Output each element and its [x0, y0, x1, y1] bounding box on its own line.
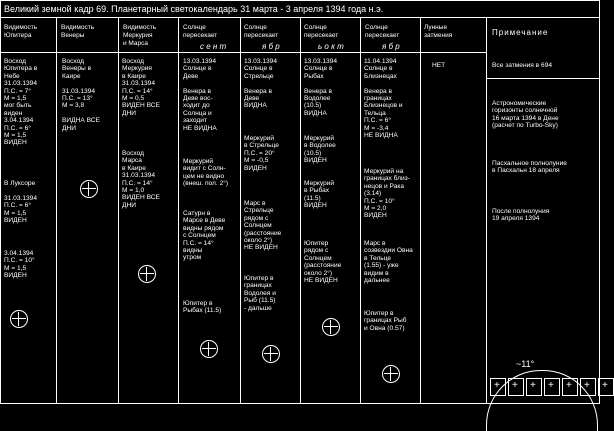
column-divider [240, 17, 241, 403]
column-divider [178, 17, 179, 403]
column-divider [420, 17, 421, 403]
column-header: Видимость Венеры [61, 24, 95, 39]
column-header: Солнце пересекает [304, 24, 339, 39]
jupiter-visibility-later: 3.04.1394 П.С. = 10° М = 1,5 ВИДЕН [4, 250, 35, 280]
notes-header: Примечание [492, 28, 549, 37]
note-easter-fullmoon: Пасхальное полнолуние в Пасхальн 18 апреля [492, 160, 567, 175]
column-header: Видимость Меркурия и Марса [123, 24, 157, 47]
column-header: Лунные затмения [424, 24, 453, 39]
page-title: Великий земной кадр 69. Планетарный светокалендарь 31 марта - 3 апреля 1394 года н.э. [4, 4, 384, 14]
horizon-cross-icon [200, 340, 218, 358]
mercury-pisces-note: Меркурий в Рыбах (11.5) ВИДЕН [304, 180, 335, 210]
note-horizons: Астрономические горизонты солнечной 16 марта 1394 в Дене (расчет по Turbo-Sky) [492, 100, 559, 130]
plus-box: + [526, 378, 542, 396]
mars-note: Марс в Стрельце рядом с Солнцем (расстояние около 2°) НЕ ВИДЕН [244, 200, 282, 252]
mercury-note: Меркурий видит с Солн- цем не видно (внеш. пол. 2°) [183, 158, 229, 188]
plus-box: + [508, 378, 524, 396]
horizon-cross-icon [80, 180, 98, 198]
mercury-visibility: Восход Меркурия в Каире 31.03.1394 П.С. = 14° М = 0,5 ВИДЕН ВСЕ ДНИ [122, 58, 160, 117]
plus-box: + [598, 378, 614, 396]
notes-divider [486, 78, 599, 79]
column-header: Солнце пересекает [244, 24, 279, 39]
plus-box: + [490, 378, 506, 396]
jupiter-visibility-cairo: Восход Юпитера в Небе 31.03.1394 П.С. = 7° М = 1,5 мог быть виден 3.04.1394 П.С. = 6° М = 1,5 ВИДЕН [4, 58, 38, 147]
column-divider [56, 17, 57, 403]
mercury-note: Меркурий в Стрельце П.С. = 20° М = -0,5 ВИДЕН [244, 135, 279, 172]
horizon-cross-icon [10, 310, 28, 328]
month-letters: я б р [262, 42, 280, 51]
plus-box: + [580, 378, 596, 396]
column-header: Солнце пересекает [183, 24, 218, 39]
horizon-cross-icon [138, 265, 156, 283]
sun-in-pisces: 13.03.1394 Солнце в Рыбах Венера в Водолее (10.5) ВИДНА [304, 58, 338, 117]
note-eclipses: Все затмения в 694 [492, 62, 553, 69]
horizon-angle-label: ~11° [516, 359, 535, 369]
plus-box: + [544, 378, 560, 396]
jupiter-visibility-luxor: В Луксоре 31.03.1394 П.С. = 6° М = 1,5 ВИДЕН [4, 180, 38, 225]
column-divider [486, 17, 487, 403]
eclipse-value: НЕТ [432, 62, 446, 69]
column-header: Видимость Юпитера [4, 24, 38, 39]
horizon-diagram [486, 359, 608, 402]
mercury-aquarius-note: Меркурий в Водолее (10.5) ВИДЕН [304, 135, 336, 165]
mars-visibility: Восход Марса в Каире 31.03.1394 П.С. = 14° М = 1,0 ВИДЕН ВСЕ ДНИ [122, 150, 160, 209]
mars-note: Марс в созвездии Овна в Тельце (1.55) - уже видим в дальнее [364, 240, 413, 285]
column-divider [300, 17, 301, 403]
horizon-cross-icon [262, 345, 280, 363]
sun-in-gemini: 11.04.1394 Солнце в Близнецах Венера в границах Близнецов и Тельца П.С. = 6° М = -3,4 НЕ ВИДНА [364, 58, 403, 140]
plus-box: + [562, 378, 578, 396]
sun-in-sagittarius: 13.03.1394 Солнце в Стрельце Венера в Деве ВИДНА [244, 58, 278, 110]
jupiter-note: Юпитер в границах Водолея и Рыб (11.5) - дальше [244, 275, 276, 312]
mercury-note: Меркурий на границах близ- нецов и Рака (3.14) П.С. = 10° М = 2,0 ВИДЕН [364, 168, 410, 220]
column-divider [360, 17, 361, 403]
saturn-mars-note: Сатурн в Марсе в Деве видны рядом с Солнцем П.С. = 14° видны утром [183, 210, 226, 262]
jupiter-note: Юпитер рядом с Солнцем (расстояние около 2°) НЕ ВИДЕН [304, 240, 342, 285]
horizon-boxes [490, 378, 614, 396]
column-header: Солнце пересекает [365, 24, 400, 39]
column-divider [118, 17, 119, 403]
month-letters: с е н т [200, 42, 227, 51]
horizon-cross-icon [382, 365, 400, 383]
sun-in-virgo: 13.03.1394 Солнце в Деве Венера в Деве вос- ходит до Солнца и заходит НЕ ВИДНА [183, 58, 217, 132]
venus-visibility: Восход Венеры в Каире 31.03.1394 П.С. = 13° М = 3,8 ВИДНА ВСЕ ДНИ [62, 58, 100, 132]
jupiter-note: Юпитер в Рыбах (11.5) [183, 300, 222, 315]
header-divider [0, 52, 486, 53]
note-after-fullmoon: После полнолуния 19 апреля 1394 [492, 208, 550, 223]
jupiter-note: Юпитер в границах Рыб и Овна (0.57) [364, 310, 407, 332]
month-letters: я б р [382, 42, 400, 51]
horizon-cross-icon [322, 318, 340, 336]
month-letters: ь о к т [318, 42, 344, 51]
